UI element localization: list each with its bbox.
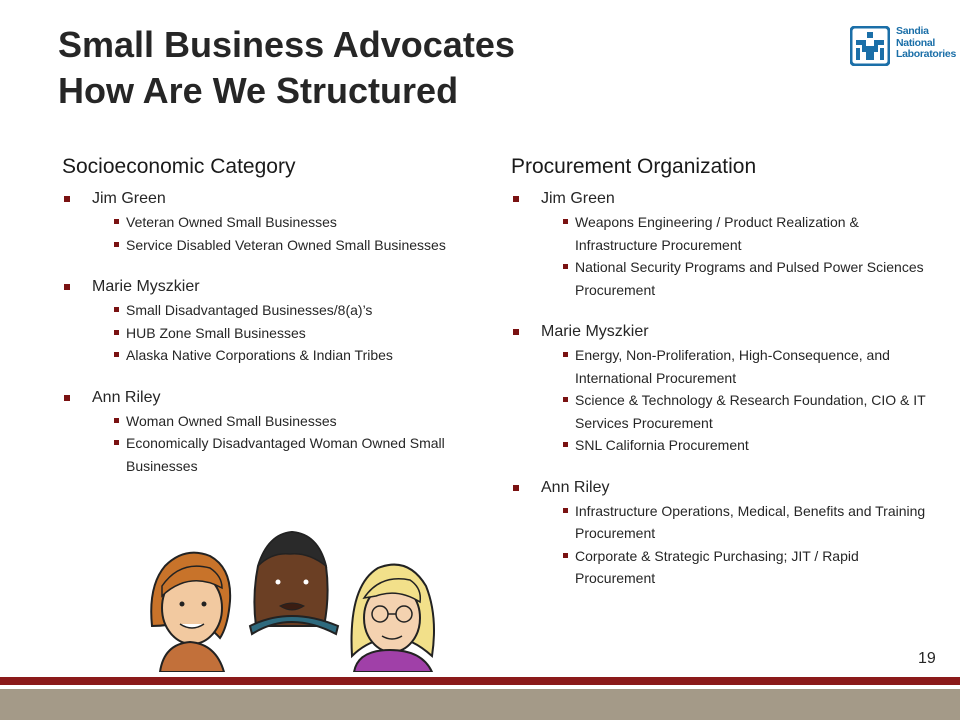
person-name: Marie Myszkier <box>92 278 200 295</box>
person-block <box>62 188 482 256</box>
square-bullet-icon <box>563 352 568 357</box>
person-name: Ann Riley <box>541 478 610 496</box>
category-list <box>92 299 482 367</box>
logo-line-3: Laboratories <box>896 48 956 60</box>
category-list <box>92 211 482 256</box>
list-item: Corporate & Strategic Purchasing; JIT / Rapid Procurement <box>541 545 931 590</box>
woman-blonde-figure <box>352 565 434 672</box>
square-bullet-icon <box>563 397 568 402</box>
square-bullet-icon <box>513 329 519 335</box>
square-bullet-icon <box>114 242 119 247</box>
organization-list <box>541 344 931 457</box>
list-item: Service Disabled Veteran Owned Small Businesses <box>92 234 482 257</box>
man-figure <box>250 532 338 634</box>
footer-band <box>0 677 960 685</box>
square-bullet-icon <box>114 418 119 423</box>
person-block <box>511 477 931 590</box>
title-line-2: How Are We Structured <box>58 70 459 111</box>
square-bullet-icon <box>64 284 70 290</box>
title-line-1: Small Business Advocates <box>58 24 515 65</box>
list-item: Alaska Native Corporations & Indian Tribes <box>92 344 482 367</box>
square-bullet-icon <box>114 352 119 357</box>
list-item: Small Disadvantaged Businesses/8(a)’s <box>92 299 482 322</box>
square-bullet-icon <box>114 330 119 335</box>
person-block <box>62 387 482 478</box>
square-bullet-icon <box>114 307 119 312</box>
square-bullet-icon <box>114 219 119 224</box>
square-bullet-icon <box>114 440 119 445</box>
square-bullet-icon <box>563 264 568 269</box>
sandia-thunderbird-icon <box>850 26 890 66</box>
person-name: Jim Green <box>92 190 166 207</box>
list-item: Veteran Owned Small Businesses <box>92 211 482 234</box>
socioeconomic-column <box>62 152 482 497</box>
logo-wordmark <box>896 26 956 61</box>
square-bullet-icon <box>563 553 568 558</box>
list-item: Woman Owned Small Businesses <box>92 410 482 433</box>
slide-title <box>58 22 515 114</box>
list-item: Science & Technology & Research Foundation, CIO & IT Services Procurement <box>541 389 931 434</box>
page-number: 19 <box>918 650 936 667</box>
woman-redhead-figure <box>151 553 230 672</box>
footer-base <box>0 689 960 720</box>
list-item: SNL California Procurement <box>541 434 931 457</box>
person-name: Jim Green <box>541 190 615 207</box>
list-item: National Security Programs and Pulsed Power Sciences Procurement <box>541 256 931 301</box>
square-bullet-icon <box>563 442 568 447</box>
organization-list <box>541 500 931 590</box>
procurement-column <box>511 152 931 610</box>
person-name: Marie Myszkier <box>541 323 649 340</box>
person-block <box>62 276 482 367</box>
list-item: Economically Disadvantaged Woman Owned Small Businesses <box>92 432 482 477</box>
square-bullet-icon <box>513 196 519 202</box>
list-item: Energy, Non-Proliferation, High-Consequence, and International Procurement <box>541 344 931 389</box>
list-item: Infrastructure Operations, Medical, Benefits and Training Procurement <box>541 500 931 545</box>
category-list <box>92 410 482 478</box>
socioeconomic-heading: Socioeconomic Category <box>62 155 296 178</box>
logo-line-1: Sandia <box>896 25 929 37</box>
person-block <box>511 321 931 457</box>
organization-list <box>541 211 931 301</box>
sandia-logo <box>850 25 956 66</box>
square-bullet-icon <box>64 395 70 401</box>
square-bullet-icon <box>513 485 519 491</box>
three-people-illustration <box>140 526 440 672</box>
procurement-heading: Procurement Organization <box>511 155 757 178</box>
person-name: Ann Riley <box>92 388 161 406</box>
logo-line-2: National <box>896 36 936 49</box>
square-bullet-icon <box>563 219 568 224</box>
square-bullet-icon <box>563 508 568 513</box>
list-item: HUB Zone Small Businesses <box>92 322 482 345</box>
person-block <box>511 188 931 301</box>
square-bullet-icon <box>64 196 70 202</box>
list-item: Weapons Engineering / Product Realization & Infrastructure Procurement <box>541 211 931 256</box>
